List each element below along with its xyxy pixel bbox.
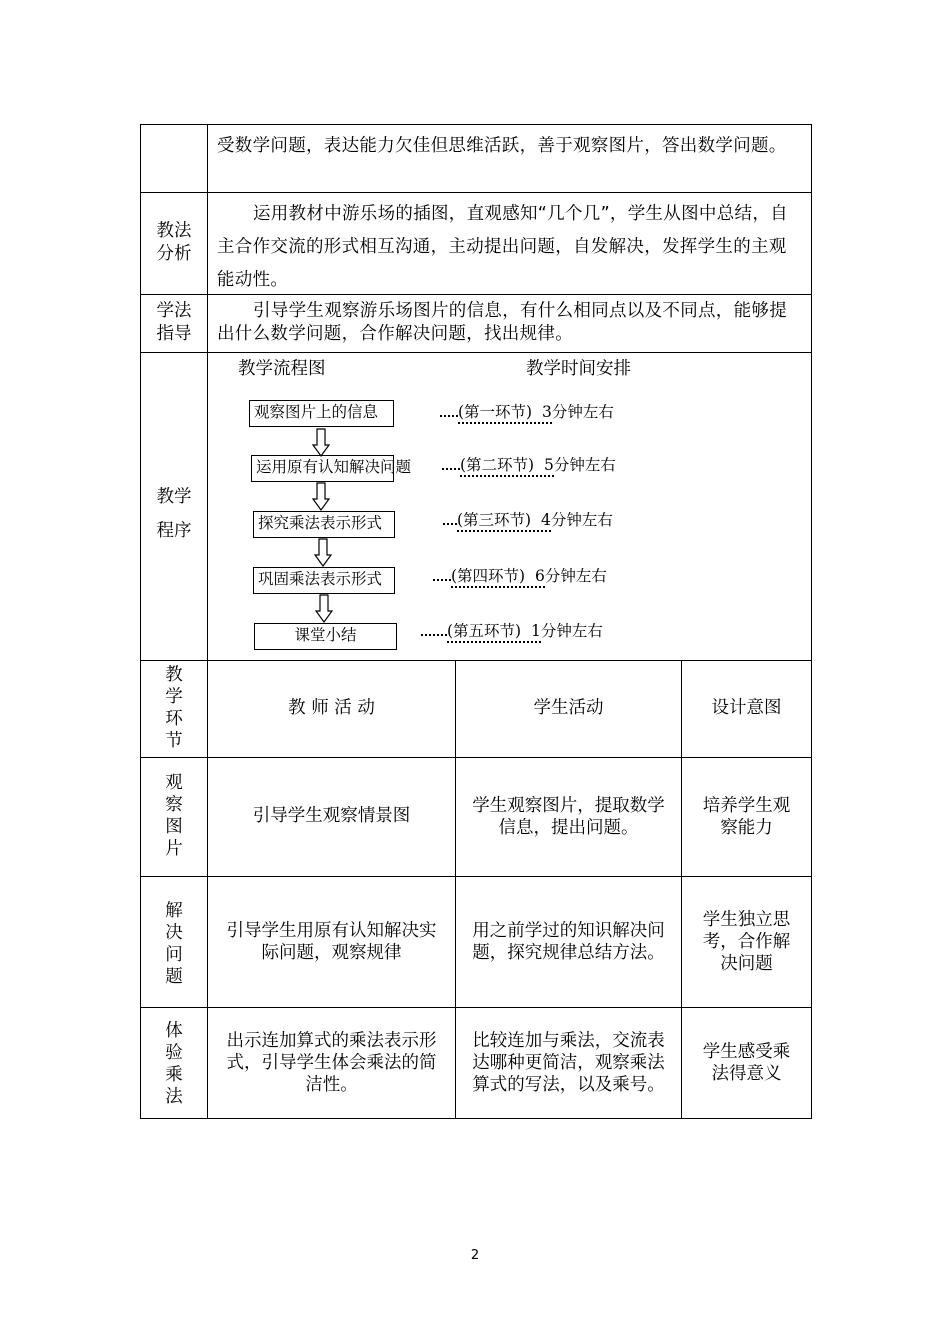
learning-method-label: 学法指导 (156, 301, 192, 344)
flow-chart-title: 教学流程图 (238, 359, 326, 379)
stage-label: 观察图片 (165, 773, 183, 859)
time-step-3: (第三环节) 4分钟左右 (443, 508, 613, 532)
time-step-1: (第一环节) 3分钟左右 (440, 400, 614, 424)
page-number: 2 (470, 1248, 480, 1263)
student-activity: 比较连加与乘法，交流表达哪种更简洁，观察乘法算式的写法，以及乘号。 (472, 1030, 665, 1095)
header-stage: 教学环节 (165, 665, 183, 751)
design-intent: 培养学生观察能力 (702, 795, 791, 838)
teaching-procedure-label: 教学程序 (156, 487, 192, 541)
design-intent: 学生独立思考，合作解决问题 (702, 909, 791, 974)
flow-step-4: 巩固乘法表示形式 (253, 567, 395, 594)
header-student: 学生活动 (533, 697, 604, 718)
teacher-activity: 引导学生用原有认知解决实际问题，观察规律 (226, 920, 437, 963)
teacher-activity: 引导学生观察情景图 (252, 805, 411, 826)
learning-analysis-text: 受数学问题，表达能力欠佳但思维活跃，善于观察图片，答出数学问题。 (217, 136, 787, 156)
header-intent: 设计意图 (711, 697, 782, 718)
header-teacher: 教 师 活 动 (288, 697, 375, 718)
design-intent: 学生感受乘法得意义 (702, 1041, 791, 1084)
learning-method-text: 引导学生观察游乐场图片的信息，有什么相同点以及不同点，能够提出什么数学问题，合作解决问题，找出规律。 (217, 301, 787, 344)
flow-step-1: 观察图片上的信息 (249, 400, 394, 427)
time-step-5: (第五环节) 1分钟左右 (421, 619, 603, 643)
down-arrow-icon (312, 429, 330, 457)
stage-label: 体验乘法 (165, 1021, 183, 1107)
down-arrow-icon (315, 595, 333, 623)
time-step-2: (第二环节) 5分钟左右 (442, 453, 616, 477)
flow-step-5: 课堂小结 (254, 623, 397, 650)
down-arrow-icon (314, 539, 332, 567)
student-activity: 用之前学过的知识解决问题，探究规律总结方法。 (472, 920, 665, 963)
down-arrow-icon (312, 483, 330, 511)
teaching-method-text: 运用教材中游乐场的插图，直观感知“几个几”，学生从图中总结，自主合作交流的形式相互沟通，主动提出问题，自发解决，发挥学生的主观能动性。 (217, 204, 788, 290)
stage-label: 解决问题 (165, 901, 183, 987)
lesson-plan-table (140, 124, 812, 1119)
flow-step-3: 探究乘法表示形式 (253, 511, 395, 538)
time-schedule-title: 教学时间安排 (526, 359, 631, 379)
teacher-activity: 出示连加算式的乘法表示形式，引导学生体会乘法的简洁性。 (226, 1030, 437, 1095)
teaching-method-label: 教法分析 (156, 221, 192, 264)
flow-step-2: 运用原有认知解决问题 (251, 455, 394, 482)
student-activity: 学生观察图片，提取数学信息，提出问题。 (472, 795, 665, 838)
time-step-4: (第四环节) 6分钟左右 (433, 564, 607, 588)
